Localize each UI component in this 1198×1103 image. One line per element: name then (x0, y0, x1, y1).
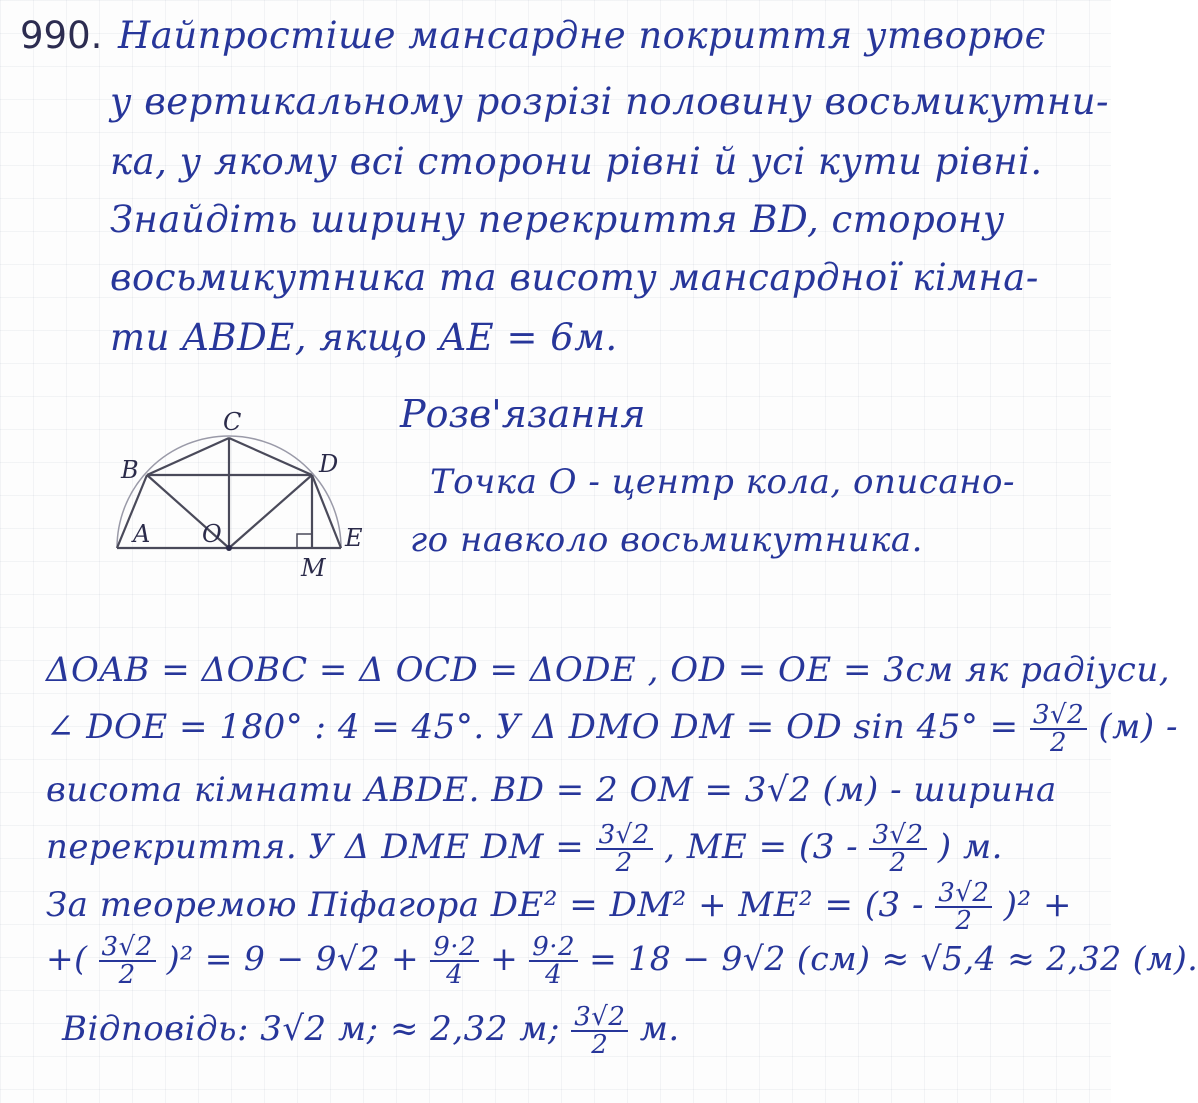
label-C: C (223, 408, 242, 436)
problem-line-6: ти ABDE, якщо AE = 6м. (110, 316, 618, 359)
problem-line-2: у вертикальному розрізі половину восьмикутни- (110, 80, 1110, 123)
center-point (226, 545, 232, 551)
label-D: D (319, 450, 339, 478)
work-line-6: +( $\frac{3√2}{2}$ )² = 9 − 9√2 + $\frac{9\cdot 2}{4}$ + $\frac{9\cdot 2}{4}$ = 18 − 9√2 (см) ≈ √5,4 ≈ 2,32 (м). (46, 932, 1198, 990)
label-E: E (345, 524, 363, 552)
label-B: B (121, 456, 139, 484)
solution-intro-2: го навколо восьмикутника. (410, 520, 923, 560)
work-line-2: ∠ DOE = 180° : 4 = 45°. У Δ DMO DM = OD sin 45° = $\frac{3√2}{2}$ (м) - (46, 700, 1178, 758)
work-line-1: ΔOAB = ΔOBC = Δ OCD = ΔODE , OD = OE = 3см як радіуси, (46, 650, 1171, 690)
problem-line-3: ка, у якому всі сторони рівні й усі кути рівні. (110, 140, 1043, 183)
label-A: A (133, 520, 151, 548)
problem-line-4: Знайдіть ширину перекриття BD, сторону (110, 198, 1005, 241)
solution-intro-1: Точка O - центр кола, описано- (430, 462, 1015, 502)
label-O: O (202, 520, 222, 548)
segment-DE (312, 475, 341, 548)
answer-line: Відповідь: 3√2 м; ≈ 2,32 м; $\frac{3√2}{2}$ м. (62, 1002, 680, 1060)
label-M: M (301, 554, 326, 582)
work-line-3: висота кімнати ABDE. BD = 2 OM = 3√2 (м) - ширина (46, 770, 1057, 810)
segment-OD (229, 475, 312, 548)
problem-line-1: Найпростіше мансардне покриття утворює (118, 14, 1046, 57)
right-angle-mark (297, 534, 312, 548)
work-line-5: За теоремою Піфагора DE² = DM² + ME² = (3 - $\frac{3√2}{2}$ )² + (46, 878, 1072, 936)
solution-heading: Розв'язання (400, 392, 646, 436)
problem-number: 990. (20, 14, 103, 57)
work-line-4: перекриття. У Δ DME DM = $\frac{3√2}{2}$ , ME = (3 - $\frac{3√2}{2}$ ) м. (46, 820, 1003, 878)
problem-line-5: восьмикутника та висоту мансардної кімна- (110, 256, 1039, 299)
octagon-diagram (105, 410, 375, 585)
